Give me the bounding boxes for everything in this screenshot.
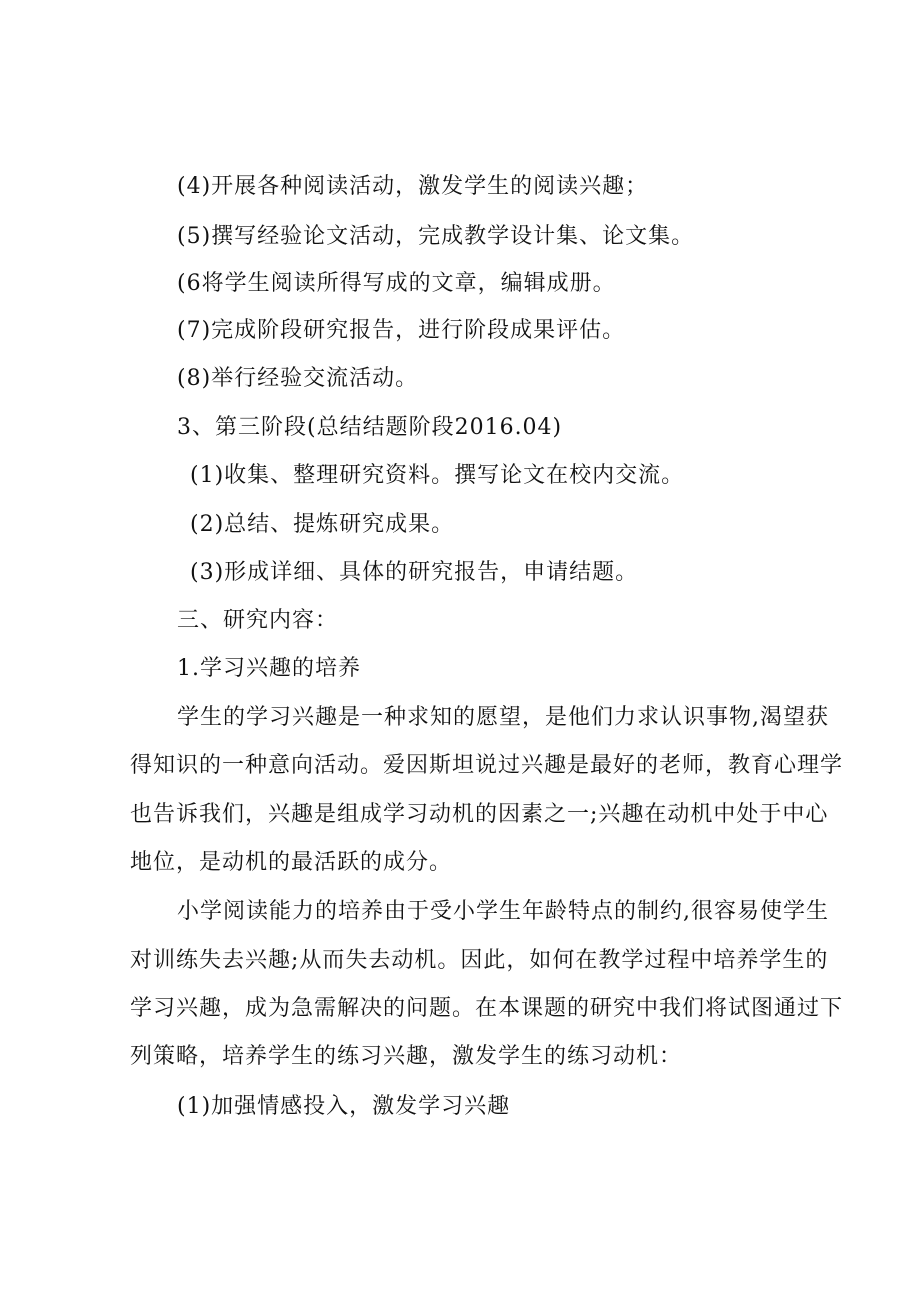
paragraph1-line2: 得知识的一种意向活动。爱因斯坦说过兴趣是最好的老师，教育心理学 bbox=[130, 753, 844, 778]
paragraph2-line1: 小学阅读能力的培养由于受小学生年龄特点的制约,很容易使学生 bbox=[177, 899, 829, 924]
subsection-heading: 1.学习兴趣的培养 bbox=[177, 656, 361, 681]
paragraph2-line3: 学习兴趣，成为急需解决的问题。在本课题的研究中我们将试图通过下 bbox=[130, 996, 844, 1021]
stage-item-2: (2)总结、提炼研究成果。 bbox=[190, 512, 455, 537]
paragraph2-line2: 对训练失去兴趣;从而失去动机。因此，如何在教学过程中培养学生的 bbox=[130, 948, 829, 973]
stage-item-3: (3)形成详细、具体的研究报告，申请结题。 bbox=[190, 560, 639, 585]
section-heading: 三、研究内容： bbox=[177, 608, 339, 633]
strategy-item-1: (1)加强情感投入，激发学习兴趣 bbox=[177, 1094, 511, 1119]
list-item-6: (6将学生阅读所得写成的文章，编辑成册。 bbox=[177, 271, 616, 296]
paragraph2-line4: 列策略，培养学生的练习兴趣，激发学生的练习动机： bbox=[130, 1044, 683, 1069]
list-item-4: (4)开展各种阅读活动，激发学生的阅读兴趣； bbox=[177, 174, 649, 199]
stage-item-1: (1)收集、整理研究资料。撰写论文在校内交流。 bbox=[190, 463, 685, 488]
list-item-7: (7)完成阶段研究报告，进行阶段成果评估。 bbox=[177, 318, 626, 343]
paragraph1-line4: 地位，是动机的最活跃的成分。 bbox=[130, 850, 453, 875]
stage-heading: 3、第三阶段(总结结题阶段2016.04) bbox=[177, 415, 563, 440]
paragraph1-line3: 也告诉我们，兴趣是组成学习动机的因素之一;兴趣在动机中处于中心 bbox=[130, 802, 829, 827]
list-item-5: (5)撰写经验论文活动，完成教学设计集、论文集。 bbox=[177, 224, 695, 249]
paragraph1-line1: 学生的学习兴趣是一种求知的愿望，是他们力求认识事物,渴望获 bbox=[177, 705, 829, 730]
list-item-8: (8)举行经验交流活动。 bbox=[177, 366, 419, 391]
